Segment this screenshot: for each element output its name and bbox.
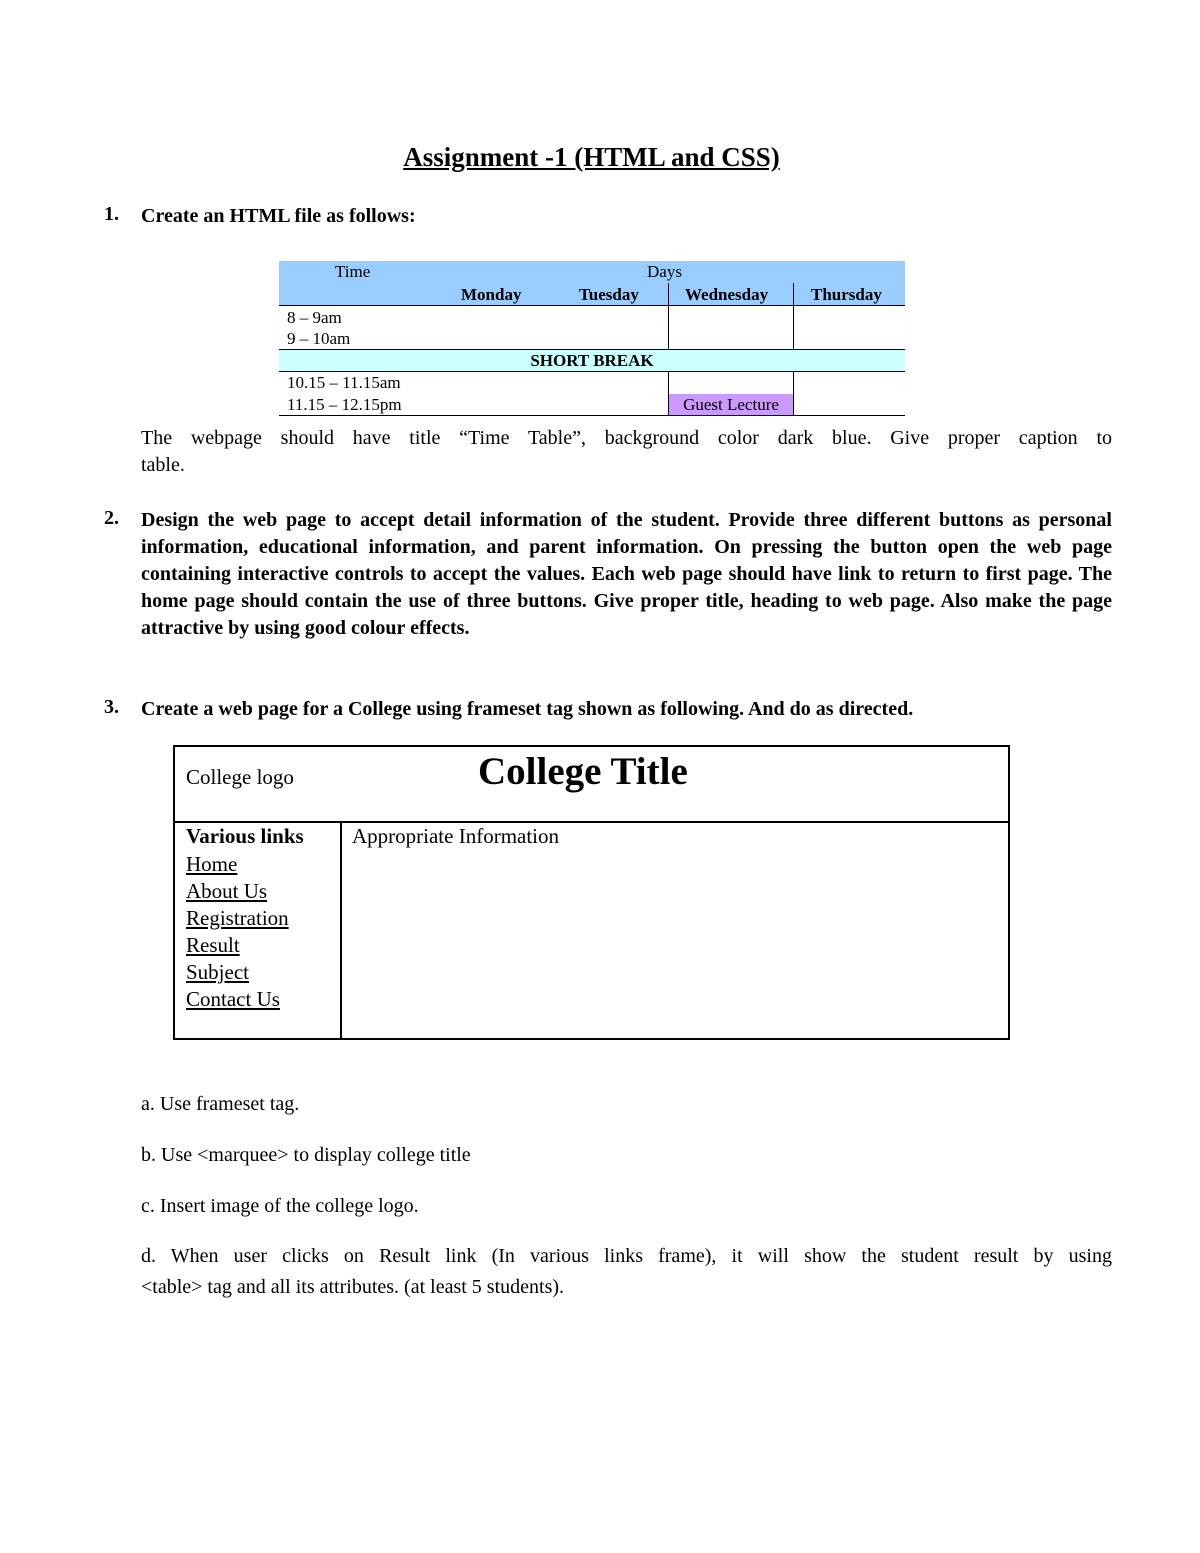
timetable-days-header: Days <box>647 262 682 281</box>
divider <box>175 821 1008 823</box>
divider <box>668 283 669 305</box>
links-list <box>186 851 289 1013</box>
timetable-day-thursday: Thursday <box>811 285 882 304</box>
item-c: c. Insert image of the college logo. <box>141 1195 419 1217</box>
item-d-line2: <table> tag and all its attributes. (at least 5 students). <box>141 1276 565 1298</box>
college-logo-label: College logo <box>186 765 294 789</box>
college-frameset-mockup <box>173 745 1010 1040</box>
list-item <box>186 986 289 1013</box>
timetable-day-monday: Monday <box>461 285 522 304</box>
timetable-time-8-9: 8 – 9am <box>287 308 342 327</box>
question-1-number: 1. <box>104 203 119 225</box>
item-a: a. Use frameset tag. <box>141 1093 300 1115</box>
college-title: College Title <box>478 750 688 793</box>
question-1-note-line2: table. <box>141 454 185 476</box>
divider <box>279 371 905 372</box>
divider <box>793 283 794 305</box>
divider <box>793 371 794 415</box>
question-2-number: 2. <box>104 507 119 529</box>
divider <box>279 415 905 416</box>
item-b: b. Use <marquee> to display college title <box>141 1144 471 1166</box>
list-item <box>186 851 289 878</box>
link-about-us[interactable]: About Us <box>186 879 268 903</box>
divider <box>668 371 669 415</box>
divider <box>668 305 669 349</box>
list-item <box>186 932 289 959</box>
timetable-day-tuesday: Tuesday <box>579 285 639 304</box>
page-title: Assignment -1 (HTML and CSS) <box>403 142 780 172</box>
timetable-time-header: Time <box>335 262 371 281</box>
timetable-short-break: SHORT BREAK <box>279 350 905 371</box>
item-d-line1: d. When user clicks on Result link (In various links frame), it will show the student result by using <box>141 1245 1112 1267</box>
divider <box>279 305 905 306</box>
question-2-text: Design the web page to accept detail information of the student. Provide three different buttons as personal information, educational information, and parent information. On pressing the button open the web page containing interactive controls to accept the values. Each web page should have link to return to first page. The home page should contain the use of three buttons. Give proper title, heading to web page. Also make the page attractive by using good colour effects. <box>141 509 1112 639</box>
timetable-time-10-11: 10.15 – 11.15am <box>287 373 401 392</box>
timetable-time-11-12: 11.15 – 12.15pm <box>287 395 402 414</box>
link-registration[interactable]: Registration <box>186 906 289 930</box>
link-home[interactable]: Home <box>186 852 238 876</box>
timetable <box>279 261 905 416</box>
question-1-note-line1: The webpage should have title “Time Table”, background color dark blue. Give proper caption to <box>141 427 1112 449</box>
question-3-text: Create a web page for a College using frameset tag shown as following. And do as directed. <box>141 698 914 720</box>
question-3-number: 3. <box>104 696 119 718</box>
appropriate-information: Appropriate Information <box>352 824 560 848</box>
divider <box>340 823 342 1038</box>
question-1-text: Create an HTML file as follows: <box>141 205 416 227</box>
divider <box>793 305 794 349</box>
timetable-guest-lecture: Guest Lecture <box>669 394 793 415</box>
timetable-day-wednesday: Wednesday <box>685 285 769 304</box>
link-result[interactable]: Result <box>186 933 240 957</box>
list-item <box>186 959 289 986</box>
link-subject[interactable]: Subject <box>186 960 249 984</box>
list-item <box>186 905 289 932</box>
various-links-heading: Various links <box>186 824 304 848</box>
link-contact-us[interactable]: Contact Us <box>186 987 280 1011</box>
list-item <box>186 878 289 905</box>
timetable-time-9-10: 9 – 10am <box>287 329 351 348</box>
